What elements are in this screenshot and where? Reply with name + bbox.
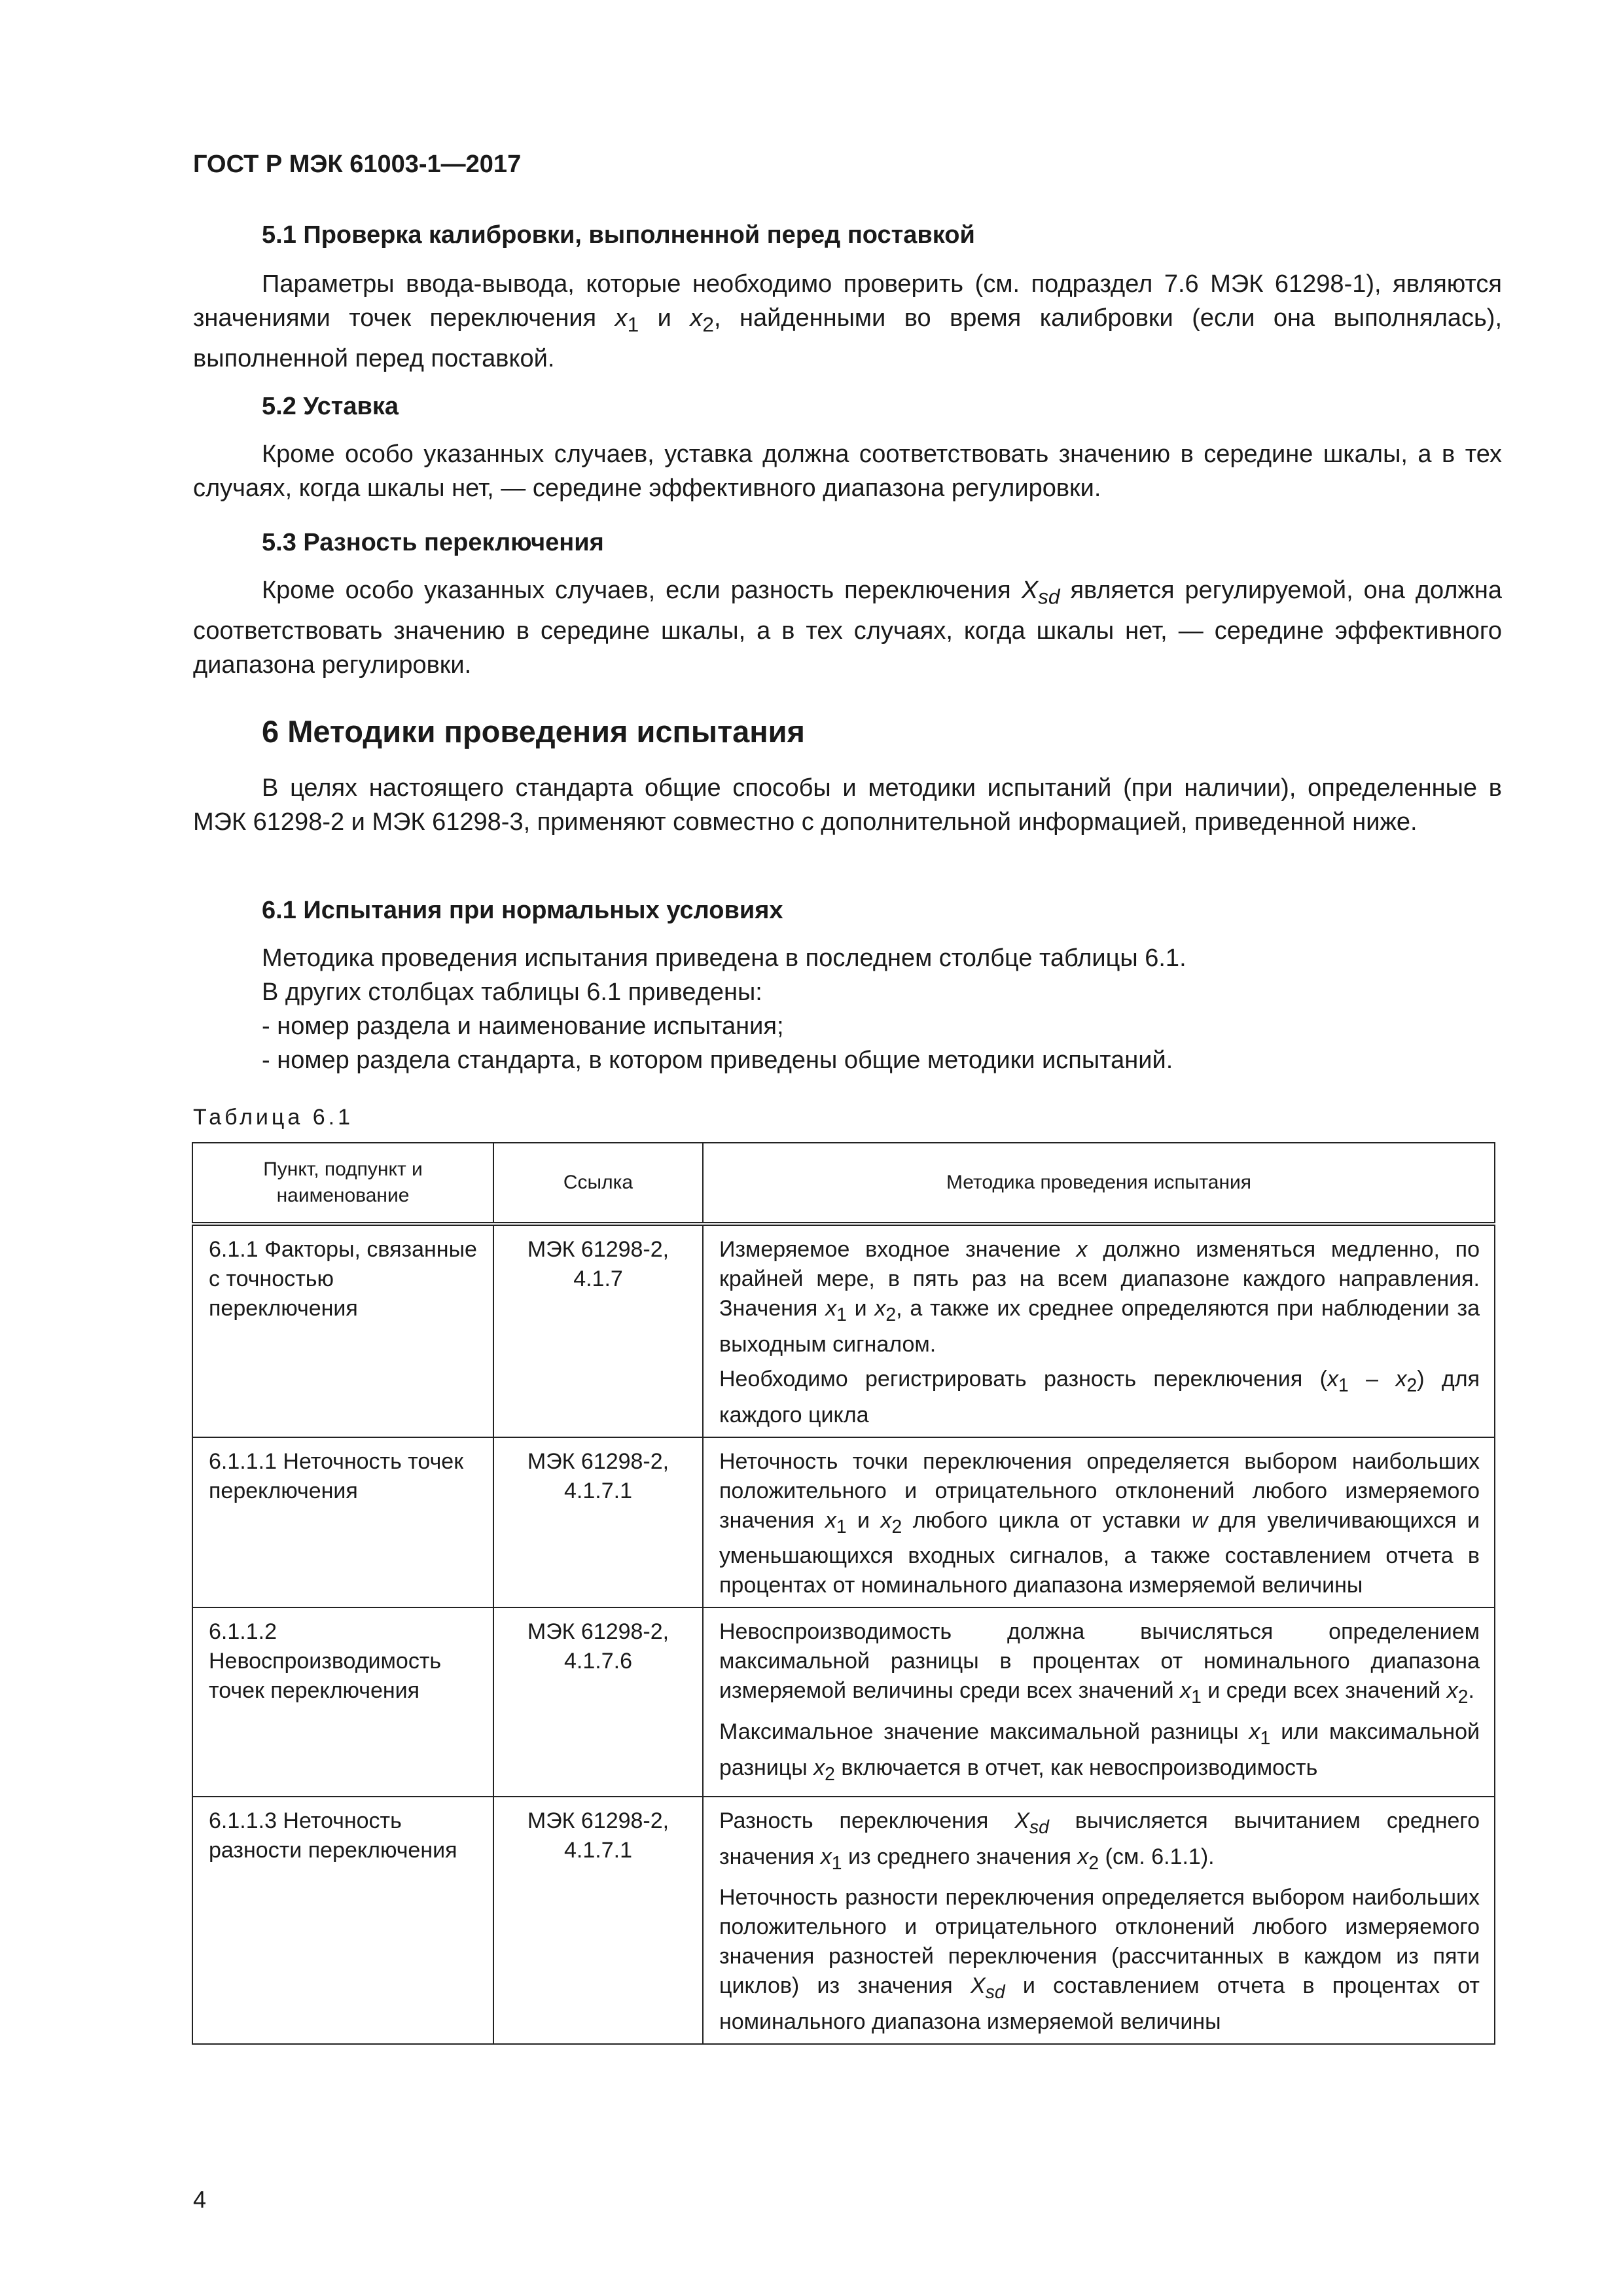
list-item: - номер раздела стандарта, в котором приведены общие методики испытаний. [262,1047,1173,1074]
table-row [192,1224,1495,1437]
table-header-row [192,1143,1495,1224]
column-header-method: Методика проведения испытания [703,1143,1495,1224]
section-6-1-line-1: Методика проведения испытания приведена в последнем столбце таблицы 6.1. [262,944,1186,972]
cell-method [703,1607,1495,1796]
method-paragraph: Измеряемое входное значение x должно изменяться медленно, по крайней мере, в пять раз на всем диапазоне каждого направления. Значения $x_1$ и $x_2$, а также их среднее определяются при наблюдении за выходным сигналом. [719,1237,1480,1357]
table-row [192,1607,1495,1796]
section-6-1-title: 6.1 Испытания при нормальных условиях [262,897,783,924]
cell-method [703,1224,1495,1437]
method-paragraph: Максимальное значение максимальной разницы $x_1$ или максимальной разницы $x_2$ включается в отчет, как невоспроизводимость [719,1719,1480,1785]
list-item: - номер раздела и наименование испытания; [262,1013,784,1040]
table-row [192,1797,1495,2044]
section-5-2-title: 5.2 Уставка [262,393,399,420]
cell-item: 6.1.1.2 Невоспроизводимость точек переключения [192,1607,493,1796]
cell-method [703,1797,1495,2044]
method-paragraph: Разность переключения $X_{sd}$ вычисляется вычитанием среднего значения $x_1$ из среднего значения $x_2$ (см. 6.1.1). [719,1808,1480,1874]
method-paragraph: Невоспроизводимость должна вычисляться определением максимальной разницы в процентах от номинального диапазона измеряемой величины среди всех значений $x_1$ и среди всех значений $x_2$. [719,1619,1480,1708]
column-header-item: Пункт, подпункт и наименование [192,1143,493,1224]
method-paragraph: Необходимо регистрировать разность переключения $(x_1 - x_2)$ для каждого цикла [719,1366,1480,1427]
section-5-2-text: Кроме особо указанных случаев, уставка должна соответствовать значению в середине шкалы, а в тех случаях, когда шкалы нет, — середине эффективного диапазона регулировки. [193,440,1502,502]
section-6-text: В целях настоящего стандарта общие способы и методики испытаний (при наличии), определенные в МЭК 61298-2 и МЭК 61298-3, применяют совместно с дополнительной информацией, приведенной ниже. [193,774,1502,836]
method-paragraph: Неточность разности переключения определяется выбором наибольших положительного и отрицательного отклонений любого измеряемого значения разностей переключения (рассчитанных в каждом из пяти циклов) из значения $X_{sd}$ и составлением отчета в процентах от номинального диапазона измеряемой величины [719,1885,1480,2035]
table-caption: Таблица 6.1 [193,1105,354,1130]
section-6-1-list [262,1009,1173,1077]
cell-item: 6.1.1 Факторы, связанные с точностью переключения [192,1224,493,1437]
cell-item: 6.1.1.1 Неточность точек переключения [192,1437,493,1608]
section-6-1-line-2: В других столбцах таблицы 6.1 приведены: [262,978,762,1006]
cell-reference: МЭК 61298-2, 4.1.7.1 [493,1797,703,2044]
cell-reference: МЭК 61298-2, 4.1.7.1 [493,1437,703,1608]
cell-reference: МЭК 61298-2, 4.1.7.6 [493,1607,703,1796]
cell-reference: МЭК 61298-2, 4.1.7 [493,1224,703,1437]
column-header-reference: Ссылка [493,1143,703,1224]
section-6-title: 6 Методики проведения испытания [262,714,805,749]
table-row [192,1437,1495,1608]
method-paragraph: Неточность точки переключения определяется выбором наибольших положительного и отрицательного отклонений любого измеряемого значения $x_1$ и $x_2$ любого цикла от уставки w для увеличивающихся и уменьшающихся входных сигналов, а также составлением отчета в процентах от номинального диапазона измеряемой величины [719,1448,1480,1598]
page-number: 4 [193,2186,207,2213]
section-5-1-title: 5.1 Проверка калибровки, выполненной перед поставкой [262,221,975,249]
section-5-1-text: Параметры ввода-вывода, которые необходимо проверить (см. подраздел 7.6 МЭК 61298-1), являются значениями точек переключения $x_1$ и $x_2$, найденными во время калибровки (если она выполнялась), выполненной перед поставкой. [193,270,1503,372]
section-5-3-title: 5.3 Разность переключения [262,529,604,556]
document-code: ГОСТ Р МЭК 61003-1—2017 [193,151,522,178]
cell-method [703,1437,1495,1608]
table-6-1 [192,1142,1495,2045]
cell-item: 6.1.1.3 Неточность разности переключения [192,1797,493,2044]
section-5-3-text: Кроме особо указанных случаев, если разность переключения $X_{sd}$ является регулируемой, она должна соответствовать значению в середине шкалы, а в тех случаях, когда шкалы нет, — середине эффективного диапазона регулировки. [193,577,1503,679]
